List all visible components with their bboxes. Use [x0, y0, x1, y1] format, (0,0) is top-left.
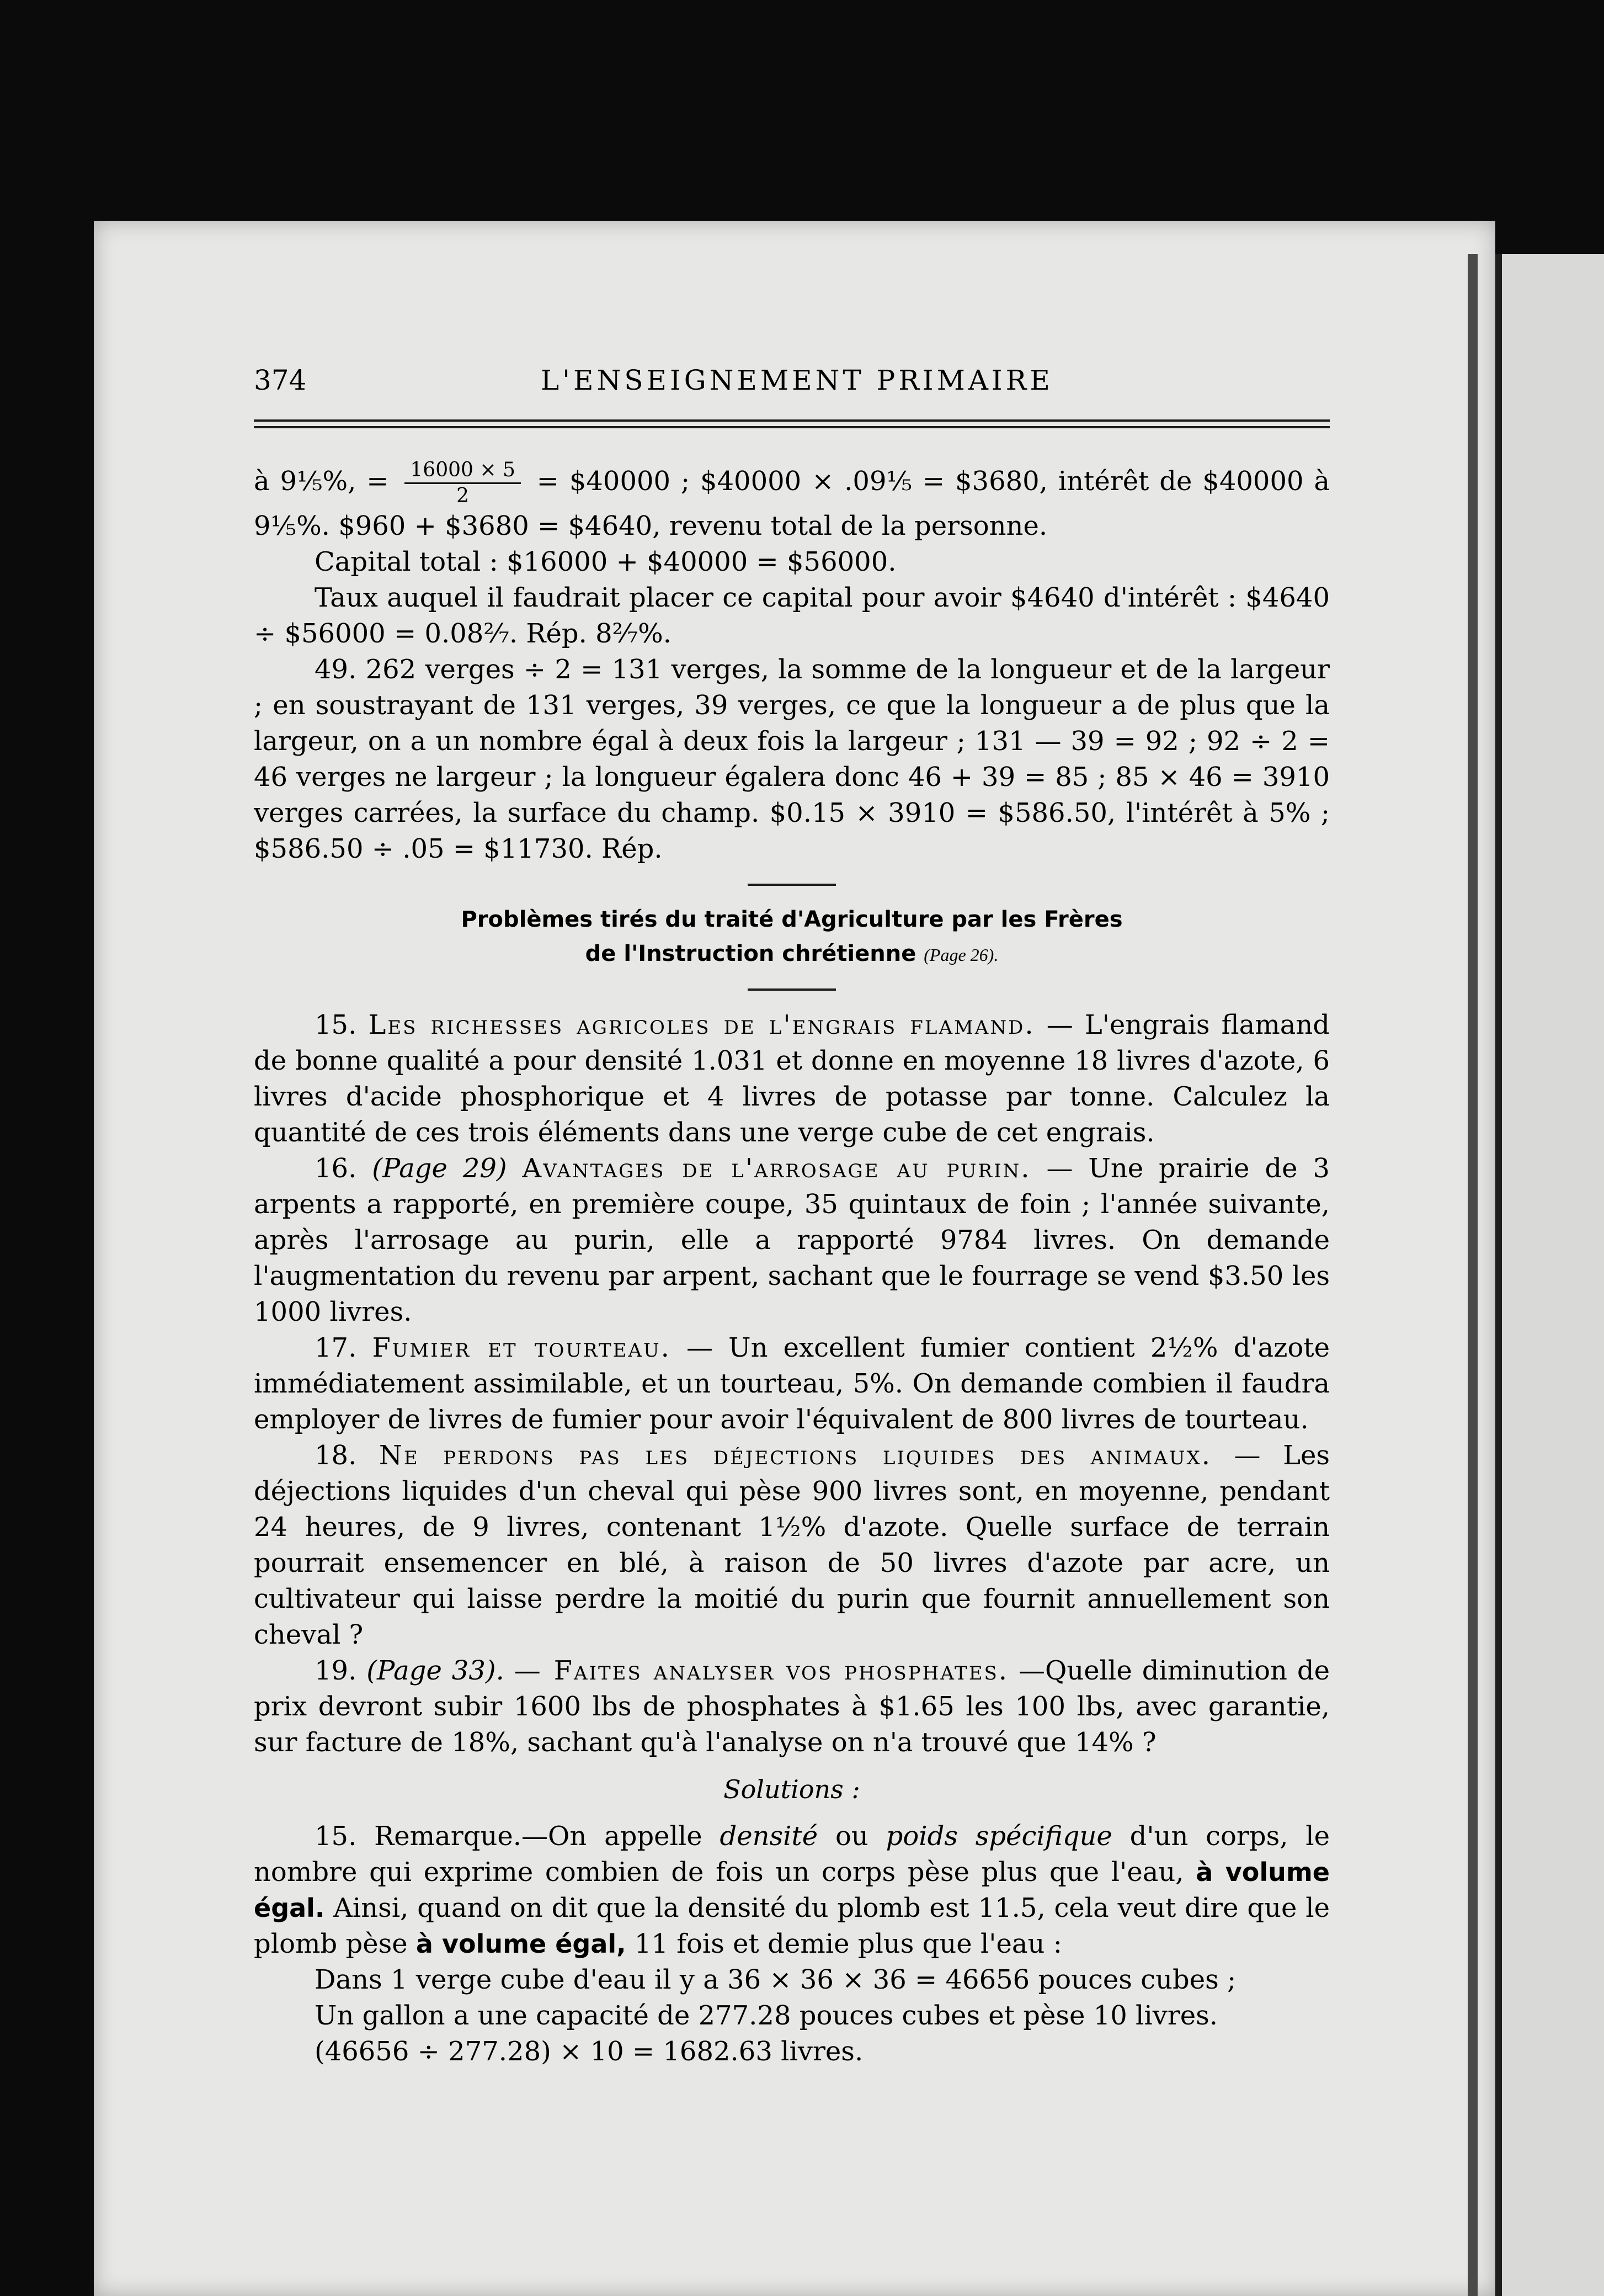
- problem-16-title: Avantages de l'arrosage au purin.: [522, 1153, 1031, 1184]
- section-title-ref: (Page 26).: [924, 945, 999, 965]
- solution-15-intro: 15. Remarque.—On appelle: [315, 1821, 702, 1852]
- term-poids-specifique: poids spécifique: [886, 1821, 1112, 1852]
- problem-16-ref: (Page 29): [372, 1153, 507, 1184]
- solution-15-definition: d'un corps, le nombre qui exprime combien de fois un corps pèse plus que l'eau,: [254, 1821, 1330, 1888]
- problem-16: [254, 1151, 1330, 1330]
- taux-paragraph: Taux auquel il faudrait placer ce capital pour avoir $4640 d'intérêt : $4640 ÷ $56000 = 0.08²⁄₇. Rép. 8²⁄₇%.: [254, 582, 1330, 649]
- problem-17-number: 17.: [315, 1332, 357, 1363]
- bold-volume-egal-1: à volume égal.: [254, 1857, 1330, 1923]
- intro-line1-pre: à 9⅕%, =: [254, 466, 389, 497]
- solution-15-end: 11 fois et demie plus que l'eau :: [634, 1928, 1062, 1959]
- book-gutter: [1468, 254, 1478, 2296]
- section-title-line2: de l'Instruction chrétienne: [585, 941, 916, 966]
- section-title-line1: Problèmes tirés du traité d'Agriculture par les Frères: [461, 907, 1123, 932]
- problem-18-title: Ne perdons pas les déjections liquides des animaux.: [379, 1440, 1212, 1471]
- problem-15: [254, 1007, 1330, 1151]
- solution-line-c: (46656 ÷ 277.28) × 10 = 1682.63 livres.: [315, 2036, 864, 2067]
- word-ou: ou: [835, 1821, 868, 1852]
- solutions-heading: Solutions :: [723, 1774, 860, 1804]
- problem-16-number: 16.: [315, 1153, 357, 1184]
- intro-line-1: [254, 458, 1330, 544]
- problem-17: [254, 1330, 1330, 1438]
- problem-18: [254, 1438, 1330, 1653]
- intro-calculations: [254, 458, 1330, 2070]
- bold-volume-egal-2: à volume égal,: [415, 1929, 626, 1959]
- problem-16-text: — Une prairie de 3 arpents a rapporté, en première coupe, 35 quintaux de foin ; l'année suivante, après l'arrosage au purin, elle a rapporté 9784 livres. On demande l'augmentation du revenu par arpent, sachant que le fourrage se vend $3.50 les 1000 livres.: [254, 1153, 1330, 1327]
- solution-15-example: Ainsi, quand on dit que la densité du plomb est 11.5, cela veut dire que le plomb pèse: [254, 1893, 1330, 1959]
- solution-line-b: Un gallon a une capacité de 277.28 pouces cubes et pèse 10 livres.: [315, 2000, 1218, 2031]
- problem-15-title: Les richesses agricoles de l'engrais flamand.: [368, 1009, 1035, 1040]
- problem-19: [254, 1653, 1330, 1761]
- facing-page-edge: [1495, 254, 1604, 2296]
- problem-17-title: Fumier et tourteau.: [372, 1332, 671, 1363]
- running-title: L'ENSEIGNEMENT PRIMAIRE: [541, 364, 1053, 396]
- problem-19-ref: (Page 33).: [366, 1655, 504, 1686]
- fraction-numerator: 16000 × 5: [404, 458, 520, 484]
- fraction: [404, 458, 520, 508]
- problem-49-solution: 49. 262 verges ÷ 2 = 131 verges, la somme de la longueur et de la largeur ; en soustrayant de 131 verges, 39 verges, ce que la longueur a de plus que la largeur, on a un nombre égal à deux fois la largeur ; 131 — 39 = 92 ; 92 ÷ 2 = 46 verges ne largeur ; la longueur égalera donc 46 + 39 = 85 ; 85 × 46 = 3910 verges carrées, la surface du champ. $0.15 × 3910 = $586.50, l'intérêt à 5% ; $586.50 ÷ .05 = $11730. Rép.: [254, 654, 1330, 864]
- solution-line-a: Dans 1 verge cube d'eau il y a 36 × 36 × 36 = 46656 pouces cubes ;: [315, 1964, 1237, 1995]
- problem-17-text: — Un excellent fumier contient 2½% d'azote immédiatement assimilable, et un tourteau, 5%. On demande combien il faudra employer de livres de fumier pour avoir l'équivalent de 800 livres de tourteau.: [254, 1332, 1330, 1435]
- problem-18-number: 18.: [315, 1440, 357, 1471]
- section-divider: [748, 884, 836, 886]
- intro-line1-post: = $40000 ; $40000 × .09⅕ = $3680, intérêt de $40000 à 9⅕%. $960 + $3680 = $4640, revenu total de la personne.: [254, 466, 1330, 541]
- problem-19-text: —Quelle diminution de prix devront subir 1600 lbs de phosphates à $1.65 les 100 lbs, avec garantie, sur facture de 18%, sachant qu'à l'analyse on n'a trouvé que 14% ?: [254, 1655, 1330, 1758]
- problem-19-title: — Faites analyser vos phosphates.: [514, 1655, 1009, 1686]
- section-divider-2: [748, 988, 836, 991]
- fraction-denominator: 2: [456, 485, 470, 507]
- problem-18-text: — Les déjections liquides d'un cheval qui pèse 900 livres sont, en moyenne, pendant 24 heures, de 9 livres, contenant 1½% d'azote. Quelle surface de terrain pourrait ensemencer en blé, à raison de 50 livres d'azote par acre, un cultivateur qui laisse perdre la moitié du purin que fournit annuellement son cheval ?: [254, 1440, 1330, 1650]
- capital-total: Capital total : $16000 + $40000 = $56000.: [315, 546, 897, 577]
- solution-15: [254, 1819, 1330, 1962]
- header-rule-bottom: [254, 426, 1330, 428]
- problem-19-number: 19.: [315, 1655, 357, 1686]
- problem-15-number: 15.: [315, 1009, 357, 1040]
- term-densite: densité: [720, 1821, 818, 1852]
- problem-15-text: — L'engrais flamand de bonne qualité a pour densité 1.031 et donne en moyenne 18 livres d'azote, 6 livres d'acide phosphorique et 4 livres de potasse par tonne. Calculez la quantité de ces trois éléments dans une verge cube de cet engrais.: [254, 1009, 1330, 1148]
- page-number: 374: [254, 364, 307, 396]
- header-rule-top: [254, 419, 1330, 422]
- section-title: [254, 902, 1330, 972]
